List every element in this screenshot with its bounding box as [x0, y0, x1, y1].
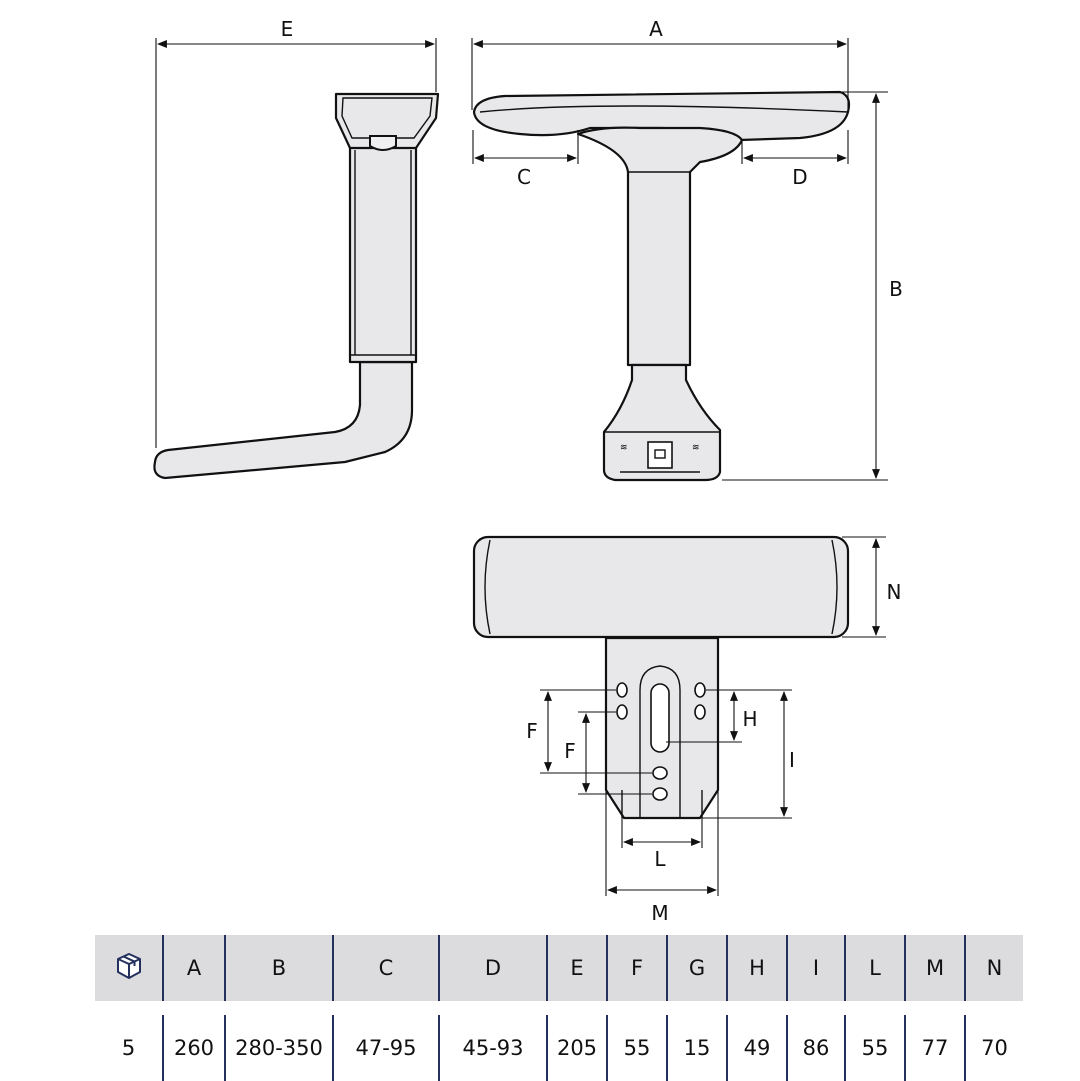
table-header-package [95, 935, 163, 1001]
mount-hole [653, 788, 667, 800]
dimension-label-f-2: F [564, 739, 576, 763]
table-header-m: M [905, 935, 965, 1001]
table-cell-l: 55 [845, 1015, 905, 1081]
side-view [154, 94, 438, 478]
table-cell-e: 205 [547, 1015, 607, 1081]
dimension-c [473, 130, 578, 189]
table-cell-a: 260 [163, 1015, 225, 1081]
table-header-b: B [225, 935, 333, 1001]
table-spacer-row [95, 1001, 1023, 1015]
table-header-g: G [667, 935, 727, 1001]
mount-hole [617, 683, 627, 697]
table-cell-m: 77 [905, 1015, 965, 1081]
svg-text:≋: ≋ [620, 443, 628, 453]
top-view-pad [474, 537, 848, 637]
mount-hole [695, 683, 705, 697]
table-cell-n: 70 [965, 1015, 1023, 1081]
dimension-label-a: A [649, 17, 663, 41]
dimension-label-i: I [789, 748, 795, 772]
table-cell-c: 47-95 [333, 1015, 439, 1081]
package-box-icon [114, 951, 144, 986]
dimension-label-h: H [742, 707, 758, 731]
svg-text:≋: ≋ [692, 443, 700, 453]
side-view-bracket [154, 362, 412, 478]
mount-hole [653, 767, 667, 779]
table-cell-i: 86 [787, 1015, 845, 1081]
front-view-neck [578, 128, 742, 365]
table-cell-b: 280-350 [225, 1015, 333, 1081]
table-header-e: E [547, 935, 607, 1001]
dimension-l [622, 818, 702, 871]
table-header-c: C [333, 935, 439, 1001]
dimension-n [842, 537, 901, 637]
front-view-mount-slot [648, 442, 672, 468]
dimension-label-m: M [651, 901, 669, 925]
table-row [95, 1015, 1023, 1081]
mount-hole [695, 705, 705, 719]
dimension-label-n: N [886, 580, 902, 604]
dimension-label-b: B [889, 277, 903, 301]
table-cell-h: 49 [727, 1015, 787, 1081]
dimension-label-l: L [654, 847, 666, 871]
dimension-label-e: E [280, 17, 294, 41]
table-header-n: N [965, 935, 1023, 1001]
table-header-i: I [787, 935, 845, 1001]
table-header-row [95, 935, 1023, 1001]
front-view [474, 92, 849, 480]
table-header-a: A [163, 935, 225, 1001]
table-cell-g: 15 [667, 1015, 727, 1081]
table-cell-package-qty: 5 [95, 1015, 163, 1081]
dimensions-table [95, 935, 1023, 1081]
table-header-d: D [439, 935, 547, 1001]
table-header-f: F [607, 935, 667, 1001]
top-view [474, 537, 848, 818]
table-header-h: H [727, 935, 787, 1001]
dimension-b [722, 92, 903, 480]
side-view-tube [350, 140, 416, 362]
dimension-label-c: C [517, 165, 531, 189]
table-cell-d: 45-93 [439, 1015, 547, 1081]
mount-hole [617, 705, 627, 719]
side-view-button [370, 136, 396, 150]
table-cell-f: 55 [607, 1015, 667, 1081]
dimension-label-f: F [526, 719, 538, 743]
dimension-label-d: D [792, 165, 808, 189]
table-header-l: L [845, 935, 905, 1001]
